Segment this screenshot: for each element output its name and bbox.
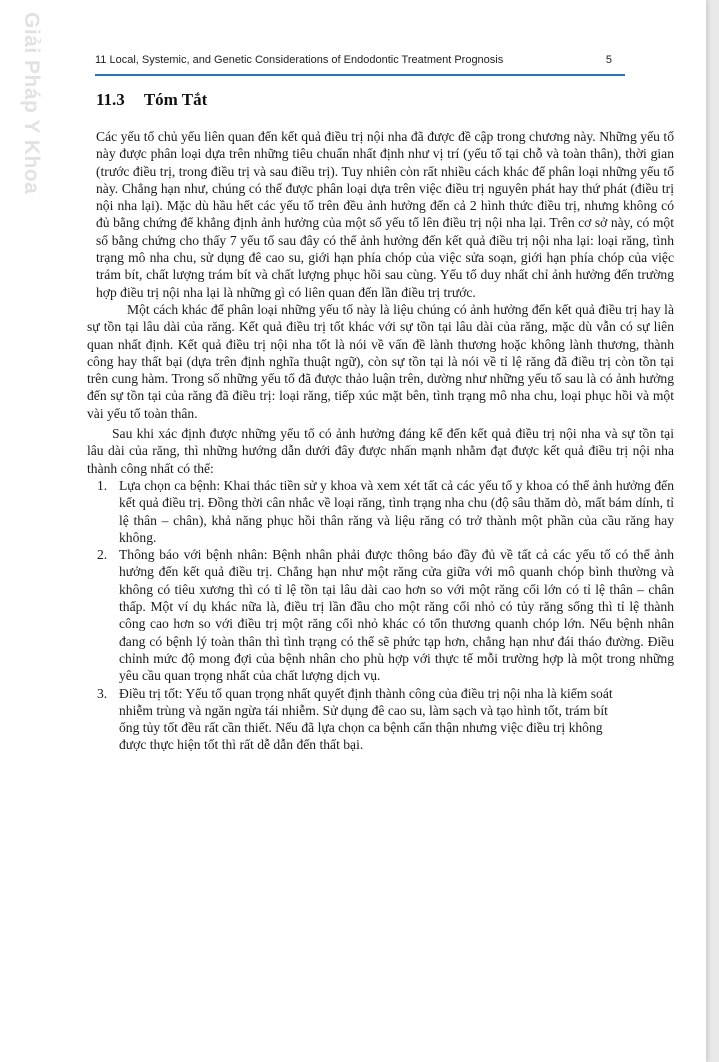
running-title: 11 Local, Systemic, and Genetic Considerations of Endodontic Treatment Prognosis (95, 54, 504, 66)
watermark: Giải Pháp Y Khoa (20, 12, 43, 195)
page-number: 5 (605, 54, 612, 66)
paragraph: Các yếu tố chủ yếu liên quan đến kết quả điều trị nội nha đã được đề cập trong chương này. Những yếu tố này được phân loại dựa trên những tiêu chuẩn nhất định như vị trí (yếu tố tại chỗ và toàn thân), thời gian (trước điều trị, trong điều trị và sau điều trị). Tuy nhiên còn rất nhiều cách khác để phân loại những yếu tố này. Chẳng hạn như, chúng có thể được phân loại dựa trên việc điều trị nguyên phát hay thứ phát (điều trị nội nha lại). Mặc dù hầu hết các yếu tố trên đều ảnh hưởng đến cả 2 hình thức điều trị, nhưng không có đủ bằng chứng để khẳng định ảnh hưởng của một số yếu tố lên điều trị nội nha lại. Trên cơ sở này, có một số bằng chứng cho thấy 7 yếu tố sau đây có thể ảnh hưởng đến kết quả điều trị nội nha lại: loại răng, tình trạng mô nha chu, sử dụng đê cao su, giới hạn phía chóp của việc sửa soạn, giới hạn phía chóp của việc trám bít, chất lượng trám bít và chất lượng phục hồi sau cùng. Yếu tố duy nhất chỉ ảnh hưởng đến trường hợp điều trị nội nha lại là những gì có liên quan đến lần điều trị trước. (96, 129, 674, 300)
body-text (87, 128, 674, 754)
guideline-list (87, 477, 674, 754)
paragraph: Sau khi xác định được những yếu tố có ảnh hưởng đáng kể đến kết quả điều trị nội nha và sự tồn tại lâu dài của răng, thì những hướng dẫn dưới đây được nhấn mạnh nhằm đạt được kết quả điều trị nội nha thành công nhất có thể: (87, 426, 674, 476)
section-title: Tóm Tắt (143, 90, 208, 109)
section-heading (96, 90, 207, 110)
list-item (87, 477, 674, 546)
list-marker: 2. (97, 547, 108, 563)
header-rule (95, 74, 625, 76)
list-item-text: Lựa chọn ca bệnh: Khai thác tiền sử y khoa và xem xét tất cả các yếu tố y khoa có thể ảnh hưởng đến kết quả điều trị. Đồng thời cân nhắc về loại răng, tình trạng nha chu (độ sâu thăm dò, mất bám dính, tỉ lệ thân – chân), khả năng phục hồi thân răng và liệu răng có trở thành một phần của cầu răng hay không. (119, 477, 674, 545)
list-item-text: Điều trị tốt: Yếu tố quan trọng nhất quyết định thành công của điều trị nội nha là kiểm soát nhiễm trùng và ngăn ngừa tái nhiễm. Sử dụng đê cao su, làm sạch và tạo hình tốt, trám bít ống tủy tốt đều rất cần thiết. Nếu đã lựa chọn ca bệnh cẩn thận nhưng việc điều trị không được thực hiện tốt thì rất dễ dẫn đến thất bại. (119, 685, 613, 753)
section-number: 11.3 (96, 90, 125, 109)
running-header (95, 52, 625, 72)
list-item-text: Thông báo với bệnh nhân: Bệnh nhân phải được thông báo đầy đủ về tất cả các yếu tố có thể ảnh hưởng đến kết quả điều trị. Chẳng hạn như một răng cửa giữa với mô quanh chóp bình thường và không có tiêu xương thì có tỉ lệ tồn tại lâu dài cao hơn so với một răng cối lớn có tỉ lệ thân – chân thấp. Một ví dụ khác nữa là, điều trị lần đầu cho một răng cối nhỏ có tủy răng sống thì tỉ lệ thành công cao hơn so với điều trị một răng cối nhỏ khác có tổn thương quanh chóp lớn. Nếu bệnh nhân đang có bệnh lý toàn thân thì tình trạng có thể sẽ phức tạp hơn, chẳng hạn như đái tháo đường. Điều chỉnh mức độ mong đợi của bệnh nhân cho phù hợp với thực tế mỗi trường hợp là một trong những yêu cầu quan trọng nhất của chất lượng dịch vụ. (119, 547, 674, 684)
list-item (87, 685, 674, 754)
list-marker: 1. (97, 477, 108, 493)
list-item (87, 546, 674, 684)
paragraph: Một cách khác để phân loại những yếu tố này là liệu chúng có ảnh hưởng đến kết quả điều trị hay là sự tồn tại lâu dài của răng. Kết quả điều trị tốt khác với sự tồn tại lâu dài của răng, mặc dù vẫn có sự liên quan nhất định. Kết quả điều trị nội nha tốt là nói về vấn đề lành thương hoặc không lành thương, thành công hay thất bại (dựa trên định nghĩa thuật ngữ), còn sự tồn tại là nói về tỉ lệ răng đã điều trị còn tồn tại trên cung hàm. Trong số những yếu tố đã được thảo luận trên, dường như những yếu tố sau là có ảnh hưởng đến sự tồn tại của răng đã điều trị: loại răng, tiếp xúc mặt bên, tình trạng mô nha chu, loại phục hồi và một vài yếu tố toàn thân. (87, 301, 674, 421)
list-marker: 3. (97, 685, 108, 701)
